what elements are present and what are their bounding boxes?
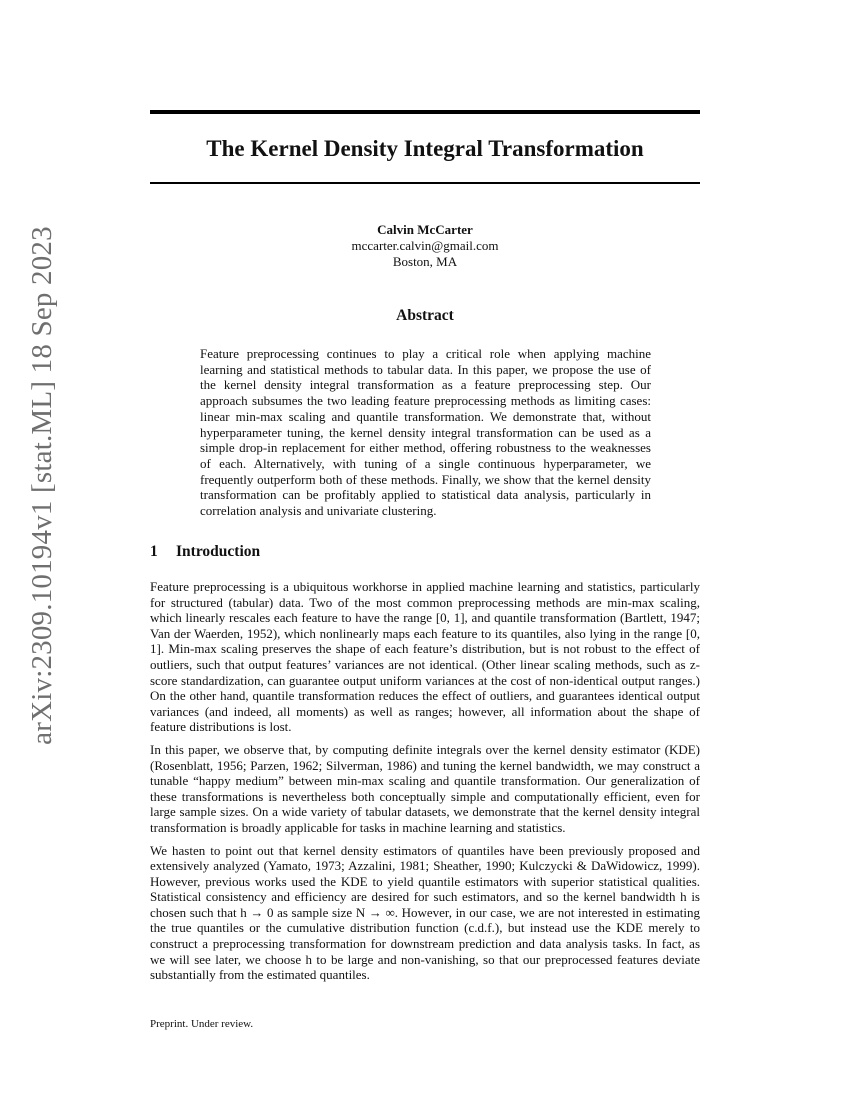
- paragraph: Feature preprocessing is a ubiquitous workhorse in applied machine learning and statistics, particularly for structured (tabular) data. Two of the most common preprocessing methods are min-max scaling, which linearly rescales each feature to have the range [0, 1], and quantile transformation (Bartlett, 1947; Van der Waerden, 1952), which nonlinearly maps each feature to its quantiles, also lying in the range [0, 1]. Min-max scaling preserves the shape of each feature’s distribution, but is not robust to the effect of outliers, such that output features’ variances are not identical. (Other linear scaling methods, such as z-score standardization, can guarantee output uniform variances at the cost of non-identical output ranges.) On the other hand, quantile transformation reduces the effect of outliers, and guarantees identical output variances (and indeed, all moments) as well as ranges; however, all information about the shape of feature distributions is lost.: [150, 579, 700, 735]
- author-block: [150, 222, 700, 270]
- arxiv-sidebar-stamp: [20, 225, 64, 745]
- abstract-text: Feature preprocessing continues to play a critical role when applying machine learning and statistical methods to tabular data. In this paper, we propose the use of the kernel density integral transformation as a feature preprocessing step. Our approach subsumes the two leading feature preprocessing methods as limiting cases: linear min-max scaling and quantile transformation. We demonstrate that, without hyperparameter tuning, the kernel density integral transformation can be used as a simple drop-in replacement for either method, offering robustness to the weaknesses of each. Alternatively, with tuning of a single continuous hyperparameter, we frequently outperform both of these methods. Finally, we show that the kernel density transformation can be profitably applied to statistical data analysis, particularly in correlation analysis and univariate clustering.: [200, 346, 651, 519]
- title-bottom-rule: [150, 182, 700, 184]
- author-email: mccarter.calvin@gmail.com: [351, 238, 499, 253]
- section-heading: [150, 543, 260, 561]
- arxiv-identifier: arXiv:2309.10194v1 [stat.ML] 18 Sep 2023: [25, 225, 58, 745]
- section-body: [150, 579, 700, 990]
- section-title: Introduction: [176, 543, 261, 560]
- abstract-heading: Abstract: [396, 307, 454, 324]
- author-name: Calvin McCarter: [377, 222, 473, 237]
- author-location: Boston, MA: [392, 254, 458, 269]
- title-top-rule: [150, 110, 700, 114]
- paragraph: In this paper, we observe that, by computing definite integrals over the kernel density estimator (KDE) (Rosenblatt, 1956; Parzen, 1962; Silverman, 1986) and tuning the kernel bandwidth, we may construct a tunable “happy medium” between min-max scaling and quantile transformation. Our generalization of these transformations is nevertheless both conceptually simple and computationally efficient, even for large sample sizes. On a wide variety of tabular datasets, we demonstrate that the kernel density integral transformation is broadly applicable for tasks in machine learning and statistics.: [150, 741, 700, 835]
- footer-note: Preprint. Under review.: [150, 1018, 254, 1030]
- paragraph: We hasten to point out that kernel density estimators of quantiles have been previously proposed and extensively analyzed (Yamato, 1973; Azzalini, 1981; Sheather, 1990; Kulczycki & DaWidowicz, 1999). However, previous works used the KDE to yield quantile estimators with superior statistical qualities. Statistical consistency and efficiency are desired for such estimators, and so the kernel bandwidth h is chosen such that h → 0 as sample size N → ∞. However, in our case, we are not interested in estimating the true quantiles or the cumulative distribution function (c.d.f.), but instead use the KDE merely to construct a preprocessing transformation for downstream prediction and data analysis tasks. In fact, as we will see later, we choose h to be large and non-vanishing, so that our preprocessed features deviate substantially from the estimated quantiles.: [150, 842, 700, 983]
- section-number: 1: [150, 543, 158, 560]
- paper-title: The Kernel Density Integral Transformation: [206, 136, 644, 161]
